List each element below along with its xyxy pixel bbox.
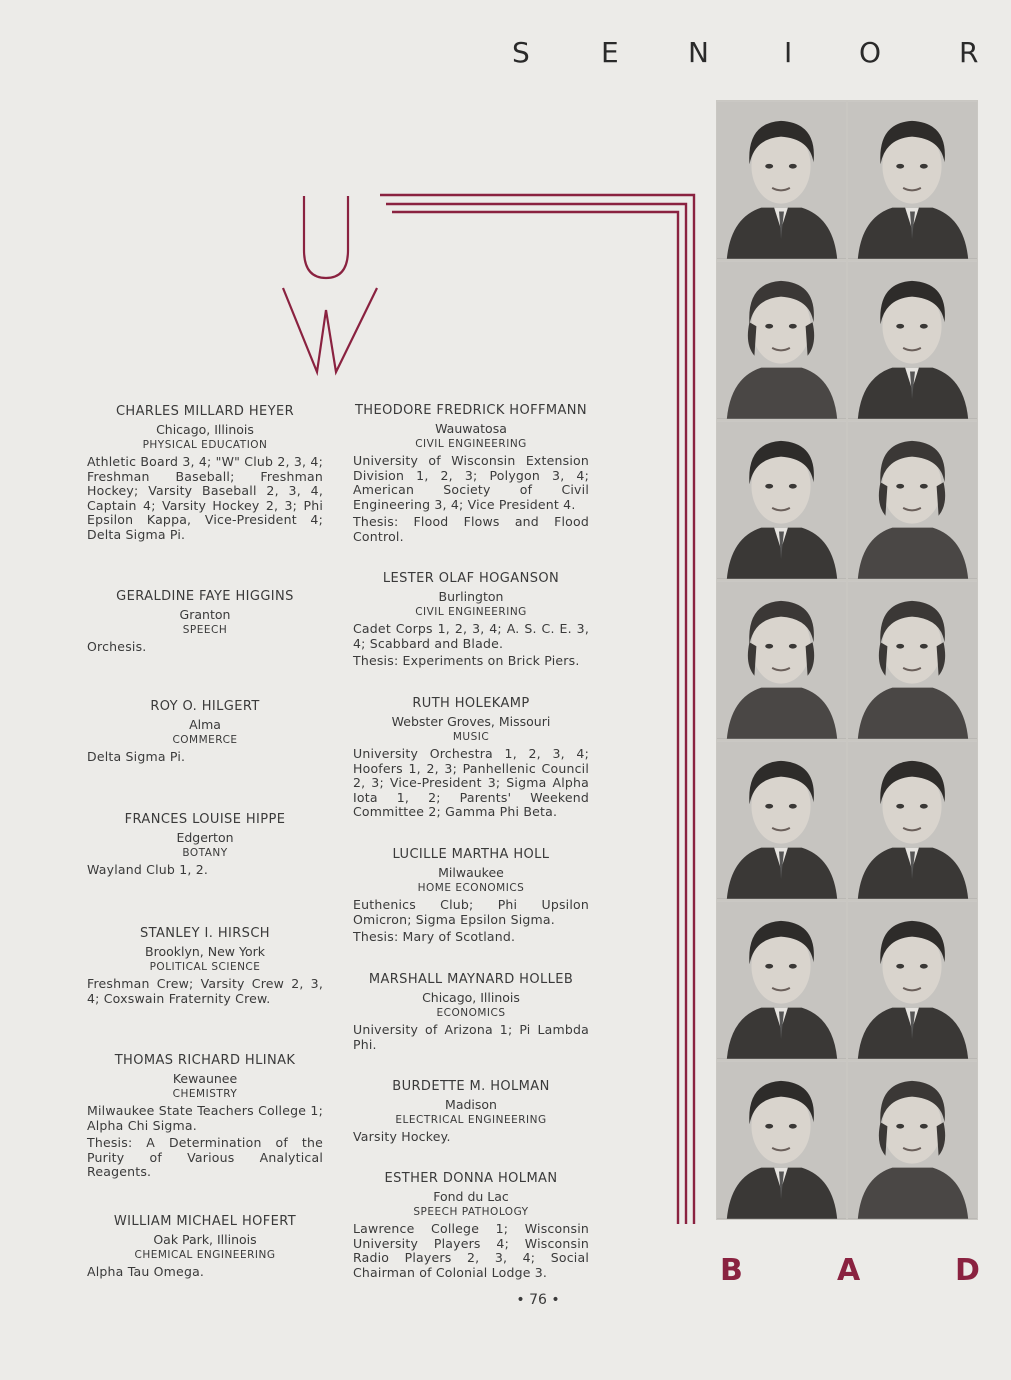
- portrait-grid: [716, 100, 978, 1224]
- student-hometown: Webster Groves, Missouri: [391, 714, 551, 729]
- student-major: POLITICAL SCIENCE: [149, 961, 261, 973]
- student-hometown: Brooklyn, New York: [145, 944, 265, 959]
- student-entry: [87, 404, 323, 543]
- student-thesis: Thesis: Flood Flows and Flood Control.: [353, 514, 589, 544]
- portrait-silhouette: [717, 741, 846, 899]
- portrait-silhouette: [717, 581, 846, 739]
- student-entry: [353, 1171, 589, 1280]
- student-hometown: Madison: [445, 1097, 497, 1112]
- monogram-w-letter: W: [326, 330, 327, 331]
- monogram-u-letter: U: [326, 240, 327, 241]
- student-entry: [87, 699, 323, 765]
- portrait-silhouette: [717, 261, 846, 419]
- student-portrait: [716, 1060, 847, 1220]
- portrait-silhouette: [848, 901, 977, 1059]
- student-major: CHEMICAL ENGINEERING: [134, 1249, 276, 1261]
- student-hometown: Oak Park, Illinois: [153, 1232, 257, 1247]
- student-major: HOME ECONOMICS: [417, 882, 525, 894]
- student-portrait: [847, 1060, 978, 1220]
- student-name: MARSHALL MAYNARD HOLLEB: [368, 972, 574, 987]
- student-name: RUTH HOLEKAMP: [412, 696, 530, 711]
- student-activities: Delta Sigma Pi.: [87, 749, 186, 764]
- student-major: ELECTRICAL ENGINEERING: [395, 1114, 547, 1126]
- student-portrait: [716, 420, 847, 580]
- student-portrait: [716, 580, 847, 740]
- student-name: LESTER OLAF HOGANSON: [382, 571, 560, 586]
- student-activities: Orchesis.: [87, 639, 147, 654]
- student-entry: [87, 1214, 323, 1280]
- student-activities: Wayland Club 1, 2.: [87, 862, 209, 877]
- student-major: CIVIL ENGINEERING: [415, 606, 527, 618]
- student-name: WILLIAM MICHAEL HOFERT: [113, 1214, 297, 1229]
- student-hometown: Kewaunee: [172, 1071, 238, 1086]
- student-thesis: Thesis: Mary of Scotland.: [353, 929, 516, 945]
- student-activities: University of Arizona 1; Pi Lambda Phi.: [353, 1022, 589, 1052]
- student-hometown: Milwaukee: [438, 865, 504, 880]
- student-entry: [353, 847, 589, 945]
- portrait-silhouette: [848, 1061, 977, 1219]
- student-portrait: [716, 260, 847, 420]
- student-major: SPEECH PATHOLOGY: [413, 1206, 529, 1218]
- student-name: GERALDINE FAYE HIGGINS: [116, 589, 294, 604]
- student-thesis: Thesis: Experiments on Brick Piers.: [353, 653, 580, 669]
- student-portrait: [847, 260, 978, 420]
- student-activities: Euthenics Club; Phi Upsilon Omicron; Sigma Epsilon Sigma.: [353, 897, 589, 927]
- senior-letter: I: [784, 36, 793, 69]
- page-number: • 76 •: [516, 1292, 560, 1308]
- student-portrait: [847, 580, 978, 740]
- student-major: CHEMISTRY: [172, 1088, 238, 1100]
- student-name: FRANCES LOUISE HIPPE: [124, 812, 286, 827]
- student-activities: University Orchestra 1, 2, 3, 4; Hoofers 1, 2, 3; Panhellenic Council 2, 3; Vice-President 3; Sigma Alpha Iota 1, 2; Parents' Weekend Committee 2; Gamma Phi Beta.: [353, 746, 589, 820]
- student-entry: [353, 972, 589, 1052]
- senior-letter: R: [959, 36, 979, 69]
- student-major: MUSIC: [452, 731, 490, 743]
- student-name: ROY O. HILGERT: [150, 699, 260, 714]
- student-activities: Cadet Corps 1, 2, 3, 4; A. S. C. E. 3, 4; Scabbard and Blade.: [353, 621, 589, 651]
- portrait-silhouette: [848, 101, 977, 259]
- monogram-u: [304, 196, 348, 278]
- student-activities: Varsity Hockey.: [353, 1129, 451, 1144]
- student-entry: [87, 812, 323, 878]
- student-major: SPEECH: [182, 624, 228, 636]
- student-hometown: Granton: [179, 607, 231, 622]
- student-name: THEODORE FREDRICK HOFFMANN: [354, 403, 588, 418]
- student-portrait: [716, 100, 847, 260]
- student-hometown: Chicago, Illinois: [422, 990, 520, 1005]
- student-activities: Freshman Crew; Varsity Crew 2, 3, 4; Coxswain Fraternity Crew.: [87, 976, 323, 1006]
- student-hometown: Fond du Lac: [433, 1189, 509, 1204]
- student-entry: [87, 1053, 323, 1180]
- portrait-silhouette: [717, 901, 846, 1059]
- senior-letter: O: [859, 36, 882, 69]
- portrait-silhouette: [848, 421, 977, 579]
- student-entry: [353, 571, 589, 669]
- student-entry: [87, 926, 323, 1006]
- student-activities: Athletic Board 3, 4; "W" Club 2, 3, 4; Freshman Baseball; Freshman Hockey; Varsity Baseball 2, 3, 4, Captain 4; Varsity Hockey 2, 3; Phi Epsilon Kappa, Vice-President 4; Delta Sigma Pi.: [87, 454, 323, 542]
- student-name: BURDETTE M. HOLMAN: [392, 1079, 550, 1094]
- student-hometown: Edgerton: [176, 830, 234, 845]
- portrait-silhouette: [717, 1061, 846, 1219]
- senior-letter: N: [688, 36, 709, 69]
- student-name: THOMAS RICHARD HLINAK: [114, 1053, 296, 1068]
- student-portrait: [716, 900, 847, 1060]
- student-activities: Alpha Tau Omega.: [87, 1264, 205, 1279]
- student-name: LUCILLE MARTHA HOLL: [392, 847, 550, 862]
- portrait-silhouette: [717, 421, 846, 579]
- student-portrait: [847, 420, 978, 580]
- student-hometown: Burlington: [438, 589, 504, 604]
- senior-letter: S: [512, 36, 530, 69]
- student-activities: University of Wisconsin Extension Division 1, 2, 3; Polygon 3, 4; American Society of Civil Engineering 3, 4; Vice President 4.: [353, 453, 589, 512]
- student-major: COMMERCE: [172, 734, 238, 746]
- student-name: ESTHER DONNA HOLMAN: [384, 1171, 558, 1186]
- student-entry: [353, 696, 589, 820]
- student-hometown: Wauwatosa: [435, 421, 507, 436]
- student-entry: [87, 589, 323, 655]
- student-portrait: [847, 740, 978, 900]
- portrait-silhouette: [848, 261, 977, 419]
- student-portrait: [716, 740, 847, 900]
- senior-letter: E: [601, 36, 619, 69]
- student-thesis: Thesis: A Determination of the Purity of Various Analytical Reagents.: [87, 1135, 323, 1180]
- student-hometown: Chicago, Illinois: [156, 422, 254, 437]
- portrait-silhouette: [848, 581, 977, 739]
- student-hometown: Alma: [189, 717, 221, 732]
- student-major: BOTANY: [182, 847, 228, 859]
- portrait-silhouette: [848, 741, 977, 899]
- student-activities: Lawrence College 1; Wisconsin University Players 4; Wisconsin Radio Players 2, 3, 4; Social Chairman of Colonial Lodge 3.: [353, 1221, 589, 1280]
- bad-letter: B: [720, 1253, 743, 1288]
- student-major: PHYSICAL EDUCATION: [142, 439, 268, 451]
- student-activities: Milwaukee State Teachers College 1; Alpha Chi Sigma.: [87, 1103, 323, 1133]
- student-entry: [353, 403, 589, 545]
- student-entry: [353, 1079, 589, 1145]
- student-portrait: [847, 100, 978, 260]
- monogram-w: [283, 288, 377, 372]
- bad-letter: A: [837, 1253, 861, 1288]
- student-major: CIVIL ENGINEERING: [415, 438, 527, 450]
- student-name: CHARLES MILLARD HEYER: [115, 404, 295, 419]
- student-portrait: [847, 900, 978, 1060]
- bad-letter: D: [955, 1253, 980, 1288]
- student-major: ECONOMICS: [436, 1007, 506, 1019]
- student-name: STANLEY I. HIRSCH: [140, 926, 270, 941]
- portrait-silhouette: [717, 101, 846, 259]
